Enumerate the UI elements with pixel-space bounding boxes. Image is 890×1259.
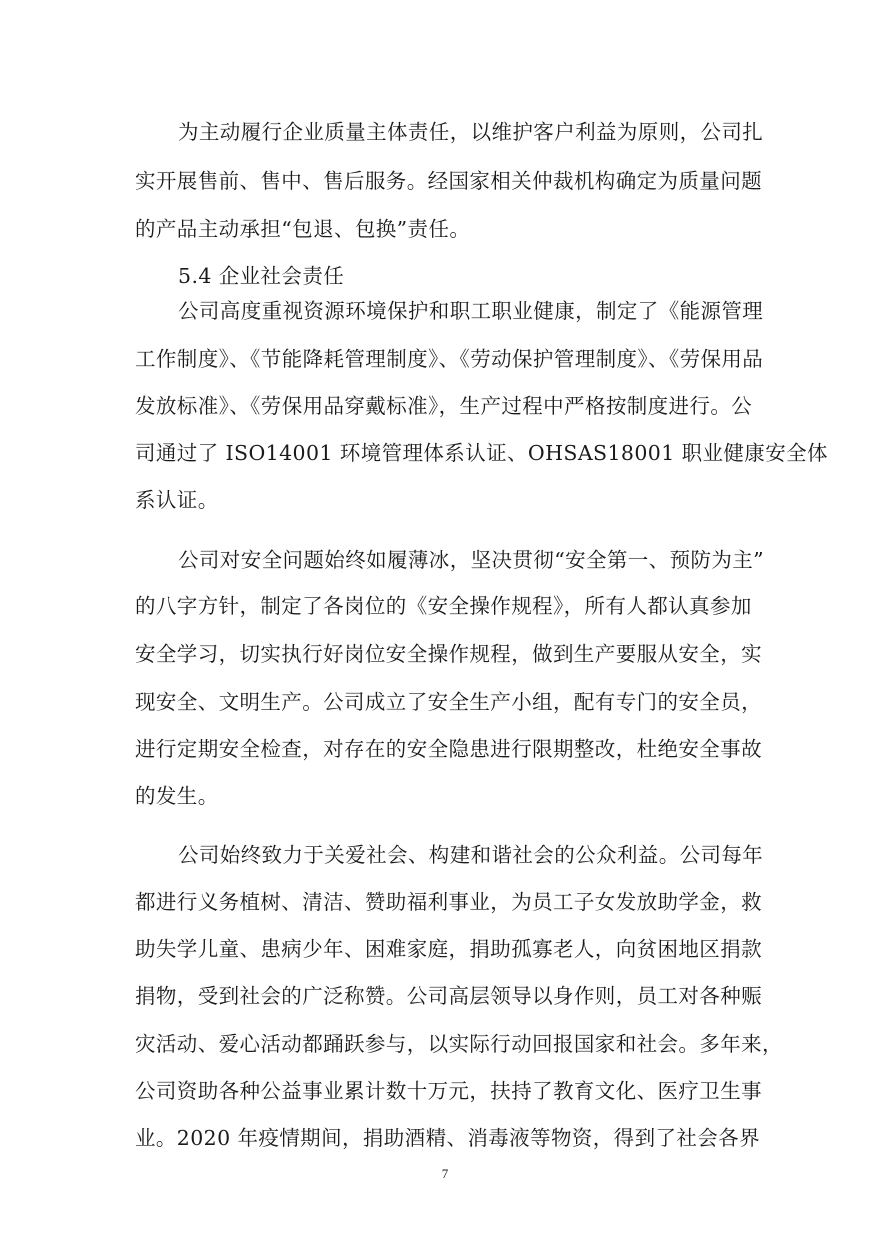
text-line: 公司高度重视资源环境保护和职工职业健康，制定了《能源管理 [178,299,764,323]
text-line: 进行定期安全检查，对存在的安全隐患进行限期整改，杜绝安全事故 [135,737,762,761]
text-line: 的产品主动承担“包退、包换”责任。 [135,217,471,241]
text-line: 的八字方针，制定了各岗位的《安全操作规程》，所有人都认真参加 [135,594,752,618]
text-line: 助失学儿童、患病少年、困难家庭，捐助孤寡老人，向贫困地区捐款 [135,937,762,961]
text-line: 灾活动、爱心活动都踊跃参与，以实际行动回报国家和社会。多年来， [135,1032,783,1056]
text-line: 公司对安全问题始终如履薄冰，坚决贯彻“安全第一、预防为主” [178,548,765,572]
text-line: 公司资助各种公益事业累计数十万元，扶持了教育文化、医疗卫生事 [135,1079,762,1103]
text-line: 现安全、文明生产。公司成立了安全生产小组，配有专门的安全员， [135,690,762,714]
text-line: 都进行义务植树、清洁、赞助福利事业，为员工子女发放助学金，救 [135,890,762,914]
text-line: 为主动履行企业质量主体责任，以维护客户利益为原则，公司扎 [178,120,764,144]
text-line: 安全学习，切实执行好岗位安全操作规程，做到生产要服从安全，实 [135,642,762,666]
text-line: 公司始终致力于关爱社会、构建和谐社会的公众利益。公司每年 [178,843,764,867]
text-line: 捐物，受到社会的广泛称赞。公司高层领导以身作则，员工对各种赈 [135,984,762,1008]
text-line: 发放标准》、《劳保用品穿戴标准》，生产过程中严格按制度进行。公 [135,394,753,418]
text-line: 系认证。 [135,488,219,512]
text-line: 司通过了 ISO14001 环境管理体系认证、OHSAS18001 职业健康安全体 [135,441,828,465]
page-number: 7 [441,1166,449,1181]
text-line: 的发生。 [135,784,219,808]
text-line: 业。2020 年疫情期间，捐助酒精、消毒液等物资，得到了社会各界 [135,1126,760,1150]
section-heading: 5.4 企业社会责任 [178,264,345,288]
text-line: 工作制度》、《节能降耗管理制度》、《劳动保护管理制度》、《劳保用品 [135,347,764,371]
text-line: 实开展售前、售中、售后服务。经国家相关仲裁机构确定为质量问题 [135,169,762,193]
